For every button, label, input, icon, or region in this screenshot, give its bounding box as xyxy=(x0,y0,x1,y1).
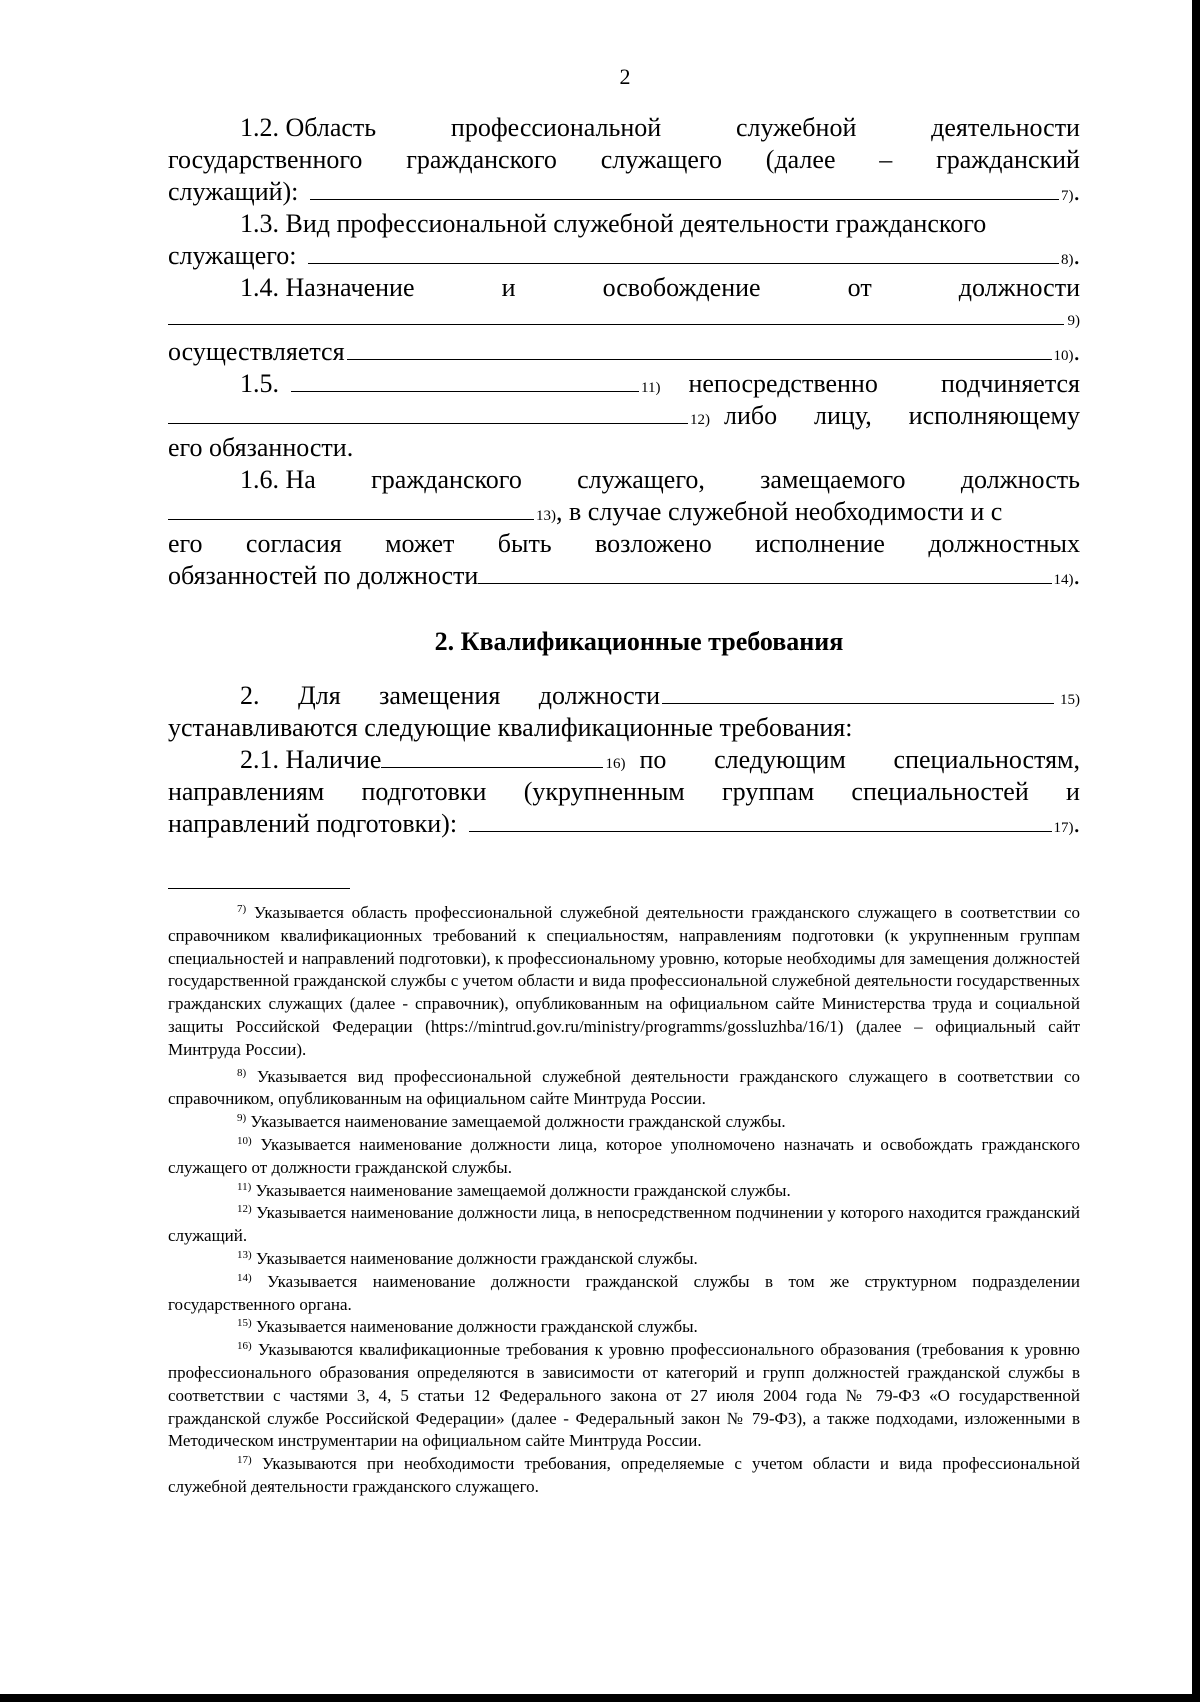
word: 1.4. Назначение xyxy=(240,273,415,302)
word: должности xyxy=(958,273,1080,302)
footnote-mark: 10) xyxy=(237,1134,252,1147)
field-label: служащий): xyxy=(168,177,299,206)
footnote-7 xyxy=(168,902,1080,1062)
fill-in-blank xyxy=(291,371,639,392)
footnote-text: Указывается наименование должности гражданской службы в том же структурном подразделении государственного органа. xyxy=(168,1271,1080,1314)
footnote-13 xyxy=(168,1248,1080,1271)
word: замещаемого xyxy=(760,465,906,494)
footnote-mark: 9) xyxy=(237,1112,247,1125)
word: (укрупненным xyxy=(523,777,685,806)
line-tail xyxy=(639,744,1080,776)
footnote-15 xyxy=(168,1316,1080,1339)
word: подчиняется xyxy=(941,369,1080,398)
word: гражданский xyxy=(936,145,1080,174)
para-2-line-2: устанавливаются следующие квалификационные требования: xyxy=(168,713,853,742)
para-1-4-line-3: осуществляется 10) . xyxy=(168,337,1080,366)
word: лицу, xyxy=(814,401,872,430)
word: деятельности xyxy=(931,113,1080,142)
word: специальностям, xyxy=(893,745,1080,774)
word: 1.6. На xyxy=(240,465,316,494)
para-1-5-line-2: 12) либо лицу, исполняющему xyxy=(168,400,1080,432)
word: 1.2. Область xyxy=(240,113,377,142)
word: исполняющему xyxy=(908,401,1080,430)
fill-in-blank xyxy=(308,243,1059,264)
period: . xyxy=(1073,177,1080,206)
word: служащего, xyxy=(577,465,705,494)
word: согласия xyxy=(245,529,342,558)
footnote-mark: 12) xyxy=(237,1203,252,1216)
footnote-17 xyxy=(168,1453,1080,1499)
word: должность xyxy=(960,465,1080,494)
word: должностных xyxy=(928,529,1080,558)
word: Для xyxy=(297,681,341,710)
footnote-text: Указывается наименование должности гражданской службы. xyxy=(255,1248,698,1268)
word: служебной xyxy=(735,113,857,142)
fill-in-blank xyxy=(310,179,1059,200)
word: по xyxy=(639,745,667,774)
footnote-9 xyxy=(168,1111,1080,1134)
word: замещения xyxy=(379,681,501,710)
word: 2. xyxy=(240,681,260,710)
section-heading: 2. Квалификационные требования xyxy=(434,627,844,656)
page-number: 2 xyxy=(619,64,631,89)
para-1-5-line-1: 1.5. 11) непосредственно подчиняется xyxy=(240,369,1080,398)
para-2-1-line-2 xyxy=(168,776,1080,808)
footnote-16 xyxy=(168,1339,1080,1453)
fill-in-blank xyxy=(469,811,1051,832)
word: быть xyxy=(497,529,552,558)
footnote-mark: 8) xyxy=(237,1066,247,1079)
line-tail xyxy=(724,400,1080,432)
footnote-10 xyxy=(168,1134,1080,1180)
footnote-text: Указывается наименование замещаемой должности гражданской службы. xyxy=(250,1112,786,1132)
word: может xyxy=(385,529,455,558)
word: (далее xyxy=(765,145,836,174)
page-right-edge xyxy=(1192,0,1200,1702)
fill-in-blank xyxy=(662,683,1054,704)
footnote-mark: 14) xyxy=(237,1271,252,1284)
footnote-separator xyxy=(168,888,350,889)
footnote-text: Указывается наименование должности лица, которое уполномочено назначать и освобождать гражданского служащего от должности гражданской службы. xyxy=(168,1134,1081,1177)
word: направлениям xyxy=(168,777,325,806)
footnotes xyxy=(168,902,1080,1499)
period: . xyxy=(1073,561,1080,590)
para-1-3-line-1: 1.3. Вид профессиональной служебной деятельности гражданского xyxy=(240,209,987,238)
word: специальностей xyxy=(851,777,1029,806)
fill-in-blank xyxy=(478,563,1051,584)
footnote-text: Указывается наименование должности лица, в непосредственном подчинении у которого находится гражданский служащий. xyxy=(168,1203,1081,1246)
period: . xyxy=(1073,809,1080,838)
field-label: направлений подготовки): xyxy=(168,809,458,838)
para-1-2-line-1 xyxy=(168,112,1080,144)
footnote-14 xyxy=(168,1271,1080,1317)
para-1-5-line-3: его обязанности. xyxy=(168,433,354,462)
fill-in-blank xyxy=(347,339,1052,360)
footnote-text: Указываются при необходимости требования, определяемые с учетом области и вида профессиональной служебной деятельности гражданского служащего. xyxy=(168,1454,1081,1496)
text: , в случае служебной необходимости и с xyxy=(556,497,1003,526)
word: – xyxy=(879,145,893,174)
footnote-text: Указывается наименование замещаемой должности гражданской службы. xyxy=(255,1180,791,1200)
footnote-11 xyxy=(168,1180,1080,1203)
para-1-6-line-3 xyxy=(168,528,1080,560)
para-1-6-line-1 xyxy=(168,464,1080,496)
footnote-mark: 17) xyxy=(237,1454,252,1467)
fill-in-blank xyxy=(168,403,688,424)
para-2-1-line-3: направлений подготовки): 17) . xyxy=(168,809,1080,838)
word: непосредственно xyxy=(688,369,878,398)
period: . xyxy=(1073,241,1080,270)
word: гражданского xyxy=(406,145,557,174)
footnote-mark: 15) xyxy=(237,1317,252,1330)
para-1-6-line-2: 13) , в случае служебной необходимости и с xyxy=(168,496,1080,528)
footnote-text: Указывается вид профессиональной служебной деятельности гражданского служащего в соответствии со справочником, опубликованным на официальном сайте Минтруда России. xyxy=(168,1066,1081,1109)
word: гражданского xyxy=(371,465,522,494)
word: служащего xyxy=(600,145,722,174)
footnote-mark: 11) xyxy=(237,1180,252,1193)
word: либо xyxy=(724,401,778,430)
word: его xyxy=(168,529,203,558)
para-1-3-line-2: служащего: 8) . xyxy=(168,241,1080,270)
fill-in-blank xyxy=(168,499,534,520)
footnote-text: Указывается область профессиональной служебной деятельности гражданского служащего в соответствии со справочником квалификационных требований к специальностям, направлениям подготовки (к укрупненным группам специальностей и направлений подготовки), к профессиональному уровню, которые необходимы для замещения должностей государственной гражданской службы с учетом области и вида профессиональной служебной деятельности государственных гражданских служащих (далее - справочник), опубликованным на официальном сайте Министерства труда и социальной защиты Российской Федерации (https://mintrud.gov.ru/ministry/programms/gossluzhba/16/1) (далее – официальный сайт Минтруда России). xyxy=(168,903,1081,1059)
word: и xyxy=(1066,777,1080,806)
field-label: осуществляется xyxy=(168,337,345,366)
footnote-mark: 7) xyxy=(237,903,247,915)
line-tail xyxy=(688,368,1080,400)
document-body xyxy=(168,112,1080,840)
para-1-2-line-3: служащий): 7) . xyxy=(168,177,1080,206)
footnote-text: Указываются квалификационные требования к уровню профессионального образования (требования к уровню профессионального образования определяются в зависимости от категорий и групп должностей гражданской службы в соответствии с частями 3, 4, 5 статьи 12 Федерального закона от 27 июля 2004 года № 79-ФЗ «О государственной гражданской службе Российской Федерации» (далее - Федеральный закон № 79-ФЗ), а также подходами, изложенными в Методическом инструментарии на официальном сайте Минтруда России. xyxy=(168,1340,1081,1451)
para-2-line-1: 2. Для замещения должности 15) xyxy=(240,681,1080,710)
field-label: 1.5. xyxy=(240,369,279,398)
word: должности xyxy=(538,681,660,710)
para-1-4-line-2: 9) xyxy=(168,304,1080,336)
word: подготовки xyxy=(361,777,487,806)
footnote-8 xyxy=(168,1066,1080,1112)
footnote-text: Указывается наименование должности гражданской службы. xyxy=(255,1317,698,1337)
fill-in-blank xyxy=(168,304,1064,325)
footnote-12 xyxy=(168,1202,1080,1248)
footnote-mark: 13) xyxy=(237,1248,252,1261)
word: исполнение xyxy=(755,529,885,558)
field-label: служащего: xyxy=(168,241,297,270)
word: освобождение xyxy=(602,273,761,302)
field-label: 2.1. Наличие xyxy=(240,745,382,774)
word: следующим xyxy=(714,745,846,774)
para-2-1-line-1: 2.1. Наличие 16) по следующим специальностям, xyxy=(240,745,1080,774)
field-label: обязанностей по должности xyxy=(168,561,479,590)
footnote-mark: 16) xyxy=(237,1340,252,1353)
para-1-4-line-1 xyxy=(168,272,1080,304)
para-1-2-line-2 xyxy=(168,144,1080,176)
word: и xyxy=(501,273,516,302)
word: профессиональной xyxy=(450,113,662,142)
line-head xyxy=(240,680,660,712)
para-1-6-line-4: обязанностей по должности 14) . xyxy=(168,561,1080,590)
page-bottom-edge xyxy=(0,1694,1200,1702)
fill-in-blank xyxy=(381,747,603,768)
word: возложено xyxy=(595,529,712,558)
word: государственного xyxy=(168,145,363,174)
period: . xyxy=(1073,337,1080,366)
word: группам xyxy=(722,777,815,806)
word: от xyxy=(847,273,872,302)
